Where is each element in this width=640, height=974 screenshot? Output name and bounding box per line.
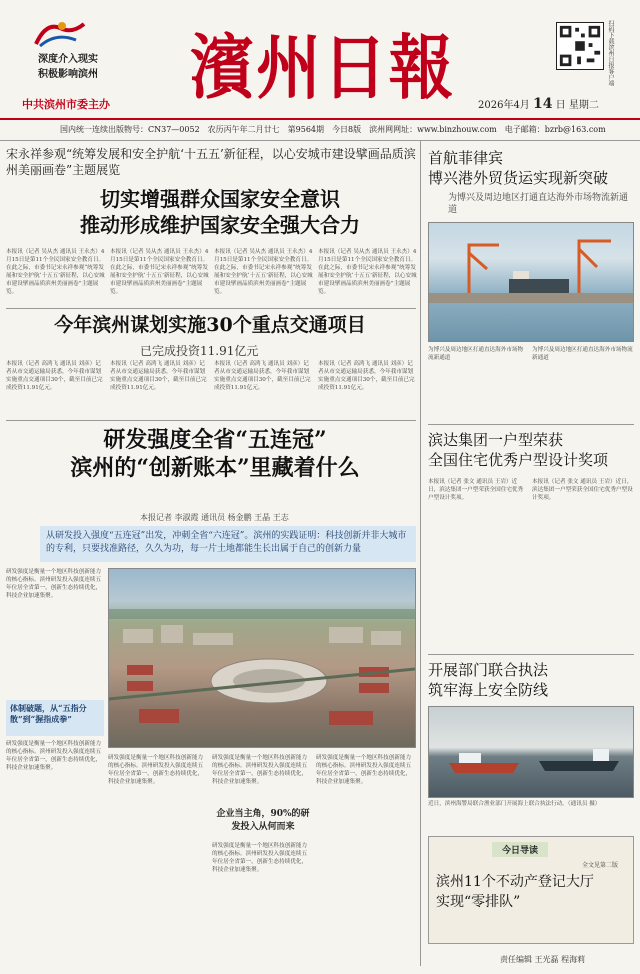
column-divider [420,140,421,966]
today-guide-title: 今日导读 [492,842,548,857]
security-body-col-4: 本报讯（记者 吴从杰 通讯员 王永杰）4月15日是第11个全民国家安全教育日。在此之际，市委书记宋永祥参观“统筹发展和安全护航‘十五五’新征程，以心安城市建设擘画品质滨州美丽画卷”主题展览。 [318,249,417,295]
port-headline[interactable] [428,148,634,192]
maritime-photo [428,706,634,798]
security-kicker-text: 宋永祥参观“统筹发展和安全护航‘十五五’新征程，以心安城市建设擘画品质滨州美丽画卷”主题展览 [6,147,416,177]
award-body-col-1: 本报讯（记者 张文 通讯员 王岩）近日，滨达集团一户型荣获全国住宅优秀户型设计奖项。 [428,479,524,501]
transport-body-col-4: 本报讯（记者 高鸿飞 通讯员 刘彦）记者从市交通运输局获悉，今年我市谋划实施重点交通项目30个，截至目前已完成投资11.91亿元。 [318,361,415,391]
maritime-illustration [429,707,633,797]
award-headline[interactable] [428,430,634,474]
today-guide-page: 全文见第二版 [582,862,619,869]
port-headline-2: 博兴港外贸货运实现新突破 [428,169,609,187]
date-weekday: 日 星期二 [555,100,599,111]
security-body-col-3: 本报讯（记者 吴从杰 通讯员 王永杰）4月15日是第11个全民国家安全教育日。在此之际，市委书记宋永祥参观“统筹发展和安全护航‘十五五’新征程，以心安城市建设擘画品质滨州美丽画卷”主题展览。 [214,249,313,295]
feature-byline: 本报记者 李淑霞 通讯员 杨金鹏 王晶 王志 [140,513,289,522]
slogan-line-2: 积极影响滨州 [38,69,98,80]
security-kicker [6,146,416,182]
transport-body-col-2: 本报讯（记者 高鸿飞 通讯员 刘彦）记者从市交通运输局获悉，今年我市谋划实施重点交通项目30个，截至目前已完成投资11.91亿元。 [110,361,207,391]
host-line: 中共滨州市委主办 [22,98,110,111]
feature-body-col-1: 研发强度是衡量一个地区科技创新能力的核心指标。滨州研发投入强度连续五年位居全省第一，创新生态持续优化，科技企业加速集聚。 [6,569,102,599]
today-guide-headline-2: 实现“零排队” [436,894,521,910]
photo-illustration [109,569,415,747]
security-body-col-2: 本报讯（记者 吴从杰 通讯员 王永杰）4月15日是第11个全民国家安全教育日。在此之际，市委书记宋永祥参观“统筹发展和安全护航‘十五五’新征程，以心安城市建设擘画品质滨州美丽画卷”主题展览。 [110,249,209,295]
today-guide-headline[interactable] [436,872,632,918]
divider [428,654,634,655]
transport-subhead: 已完成投资11.91亿元 [140,344,259,358]
editor-credit: 责任编辑 王光磊 程海莉 [500,955,586,964]
security-body-col-1: 本报讯（记者 吴从杰 通讯员 王永杰）4月15日是第11个全民国家安全教育日。在此之际，市委书记宋永祥参观“统筹发展和安全护航‘十五五’新征程，以心安城市建设擘画品质滨州美丽画卷”主题展览。 [6,249,105,295]
port-body-col-2: 为博兴及周边地区打通直达海外市场物流新通道 [532,347,633,361]
transport-body-col-1: 本报讯（记者 高鸿飞 通讯员 刘彦）记者从市交通运输局获悉，今年我市谋划实施重点交通项目30个，截至目前已完成投资11.91亿元。 [6,361,103,391]
port-body-col-1: 为博兴及周边地区打通直达海外市场物流新通道 [428,347,524,361]
info-divider [0,140,640,141]
feature-lead: 从研发投入强度“五连冠”出发，冲刺全省“六连冠”。滨州的实践证明：科技创新并非大城市的专利，只要找准路径，久久为功，每一片土地都能生长出属于自己的创新力量 [40,526,416,562]
feature-headline-1: 研发强度全省“五连冠” [103,427,327,453]
port-headline-1: 首航菲律宾 [428,149,504,167]
security-headline-1: 切实增强群众国家安全意识 [100,187,340,211]
slogan-line-1: 深度介入现实 [38,54,98,65]
divider [6,420,416,421]
transport-headline[interactable] [20,312,400,340]
feature-body-col-4: 研发强度是衡量一个地区科技创新能力的核心指标。滨州研发投入强度连续五年位居全省第一，创新生态持续优化，科技企业加速集聚。 [212,755,308,785]
feature-headline[interactable] [40,426,390,486]
divider [428,424,634,425]
maritime-headline-2: 筑牢海上安全防线 [428,681,549,699]
transport-body-col-3: 本报讯（记者 高鸿飞 通讯员 刘彦）记者从市交通运输局获悉，今年我市谋划实施重点交通项目30个，截至目前已完成投资11.91亿元。 [214,361,311,391]
publication-info: 国内统一连续出版物号：CN37—0052 农历丙午年二月廿七 第9564期 今日8版 滨州网网址：www.binzhouw.com 电子邮箱：bzrb@163.com [60,125,606,134]
issue-date [478,96,599,112]
qr-label: 扫码下载滨州日报客户端 [607,20,614,86]
masthead-divider [0,118,640,120]
award-headline-2: 全国住宅优秀户型设计奖项 [428,451,609,469]
date-month: 2026年4月 [478,100,530,111]
today-guide-headline-1: 滨州11个不动产登记大厅 [436,874,594,890]
feature-subhead-1: 体制破题，从“五指分散”到“握指成拳” [6,700,104,736]
feature-body-col-2: 研发强度是衡量一个地区科技创新能力的核心指标。滨州研发投入强度连续五年位居全省第一，创新生态持续优化，科技企业加速集聚。 [6,741,102,771]
feature-body-col-5: 研发强度是衡量一个地区科技创新能力的核心指标。滨州研发投入强度连续五年位居全省第一，创新生态持续优化，科技企业加速集聚。 [212,843,308,873]
newspaper-title: 濱州日報 [190,26,455,109]
security-headline-2: 推动形成维护国家安全强大合力 [80,213,360,237]
maritime-headline[interactable] [428,660,634,704]
feature-body-col-3: 研发强度是衡量一个地区科技创新能力的核心指标。滨州研发投入强度连续五年位居全省第一，创新生态持续优化，科技企业加速集聚。 [108,755,204,785]
port-illustration [429,223,633,341]
qr-code-icon[interactable] [556,22,604,70]
transport-headline-text: 今年滨州谋划实施30个重点交通项目 [54,314,366,336]
maritime-headline-1: 开展部门联合执法 [428,661,549,679]
feature-body-col-6: 研发强度是衡量一个地区科技创新能力的核心指标。滨州研发投入强度连续五年位居全省第一，创新生态持续优化，科技企业加速集聚。 [316,755,412,785]
city-aerial-photo [108,568,416,748]
maritime-caption: 近日，滨州海警局联合渔业部门开展海上联合执法行动。（通讯员 摄） [428,801,601,807]
feature-subhead-2: 企业当主角，90%的研发投入从何而来 [216,809,310,832]
slogan [30,52,106,82]
slogan-logo-icon [26,18,92,50]
date-day: 14 [533,96,553,112]
divider [6,308,416,309]
feature-headline-2: 滨州的“创新账本”里藏着什么 [70,455,360,481]
award-headline-1: 滨达集团一户型荣获 [428,431,564,449]
security-headline[interactable] [40,186,400,246]
port-subhead: 为博兴及周边地区打通直达海外市场物流新通道 [448,193,629,215]
award-body-col-2: 本报讯（记者 张文 通讯员 王岩）近日，滨达集团一户型荣获全国住宅优秀户型设计奖项。 [532,479,633,501]
port-photo [428,222,634,342]
